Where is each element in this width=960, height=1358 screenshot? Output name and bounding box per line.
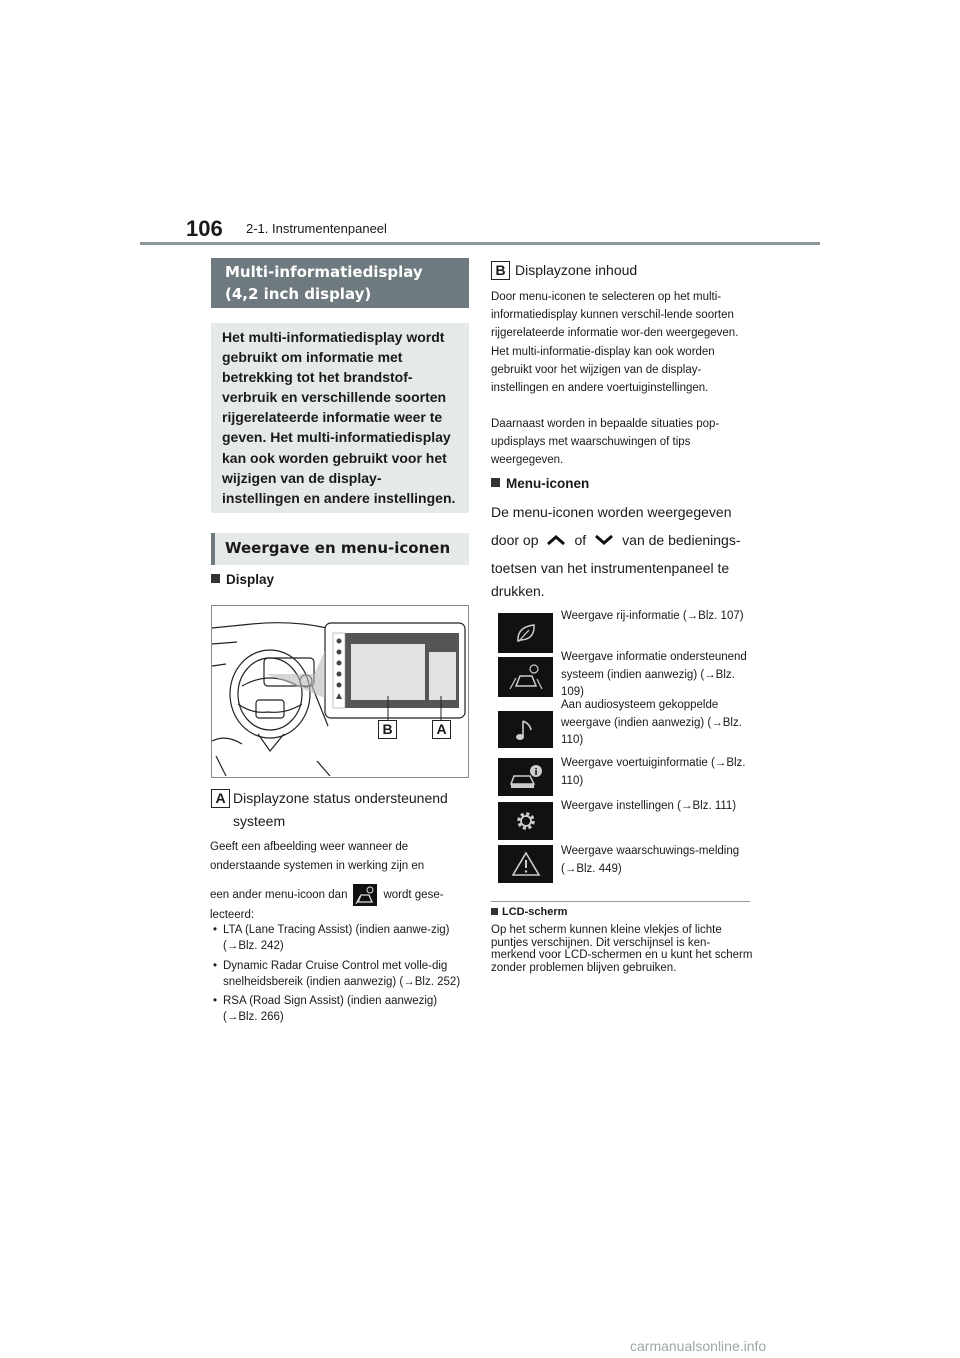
icon-row-settings xyxy=(498,802,754,842)
chevron-down-icon xyxy=(594,534,614,546)
zone-b-badge: B xyxy=(491,261,510,280)
square-bullet-icon xyxy=(491,908,498,915)
icon-label: Weergave informatie ondersteunend systeem (indien aanwezig) (→Blz. 109) xyxy=(561,651,747,698)
menu-text-2a: door op xyxy=(491,532,539,548)
dashboard-figure xyxy=(211,605,469,778)
header-rule xyxy=(140,242,820,245)
square-bullet-icon xyxy=(491,478,500,487)
zone-a-text-2b: wordt gese- xyxy=(383,889,444,901)
menu-text-4: drukken. xyxy=(491,583,545,599)
assist-inline-icon xyxy=(353,884,377,906)
intro-box: Het multi-informatiedisplay wordt gebruikt om informatie met betrekking tot het brandstof-verbruik en verschillende soorten rijgerelateerde informatie weer te geven. Het multi-informatiedisplay kan ook worden gebruikt voor het wijzigen van de display-instellingen en andere instellingen. xyxy=(211,323,469,513)
zone-a-text-3: lecteerd: xyxy=(210,909,255,921)
icon-row-warning xyxy=(498,845,754,885)
driver-assist-icon xyxy=(498,657,553,697)
gear-icon xyxy=(498,802,553,840)
section-heading: 2-1. Instrumentenpaneel xyxy=(246,221,387,236)
icon-label: Weergave voertuiginformatie (→Blz. 110) xyxy=(561,757,746,787)
note-title xyxy=(491,906,567,918)
note-rule xyxy=(491,901,750,902)
leaf-icon xyxy=(498,613,553,653)
zone-b-text-1: Door menu-iconen te selecteren op het multi-informatiedisplay kunnen verschil-lende soorten rijgerelateerde informatie wor-den weergegeven. Het multi-informatie-display kan ook worden gebruikt voor het wijzigen van de display-instellingen en andere voertuiginstellingen. xyxy=(491,291,739,395)
zone-a-title: Displayzone status ondersteunend systeem xyxy=(233,790,448,829)
icon-row-vehicle-info xyxy=(498,758,754,798)
icon-row-audio xyxy=(498,699,754,751)
list-item: • Dynamic Radar Cruise Control met volle-dig snelheidsbereik (indien aanwezig) (→Blz. 252) xyxy=(210,958,470,991)
menu-text-1: De menu-iconen worden weergegeven xyxy=(491,504,732,520)
vehicle-info-icon xyxy=(498,758,553,796)
zone-a-text-2 xyxy=(210,884,472,906)
note-title-text: LCD-scherm xyxy=(502,906,568,918)
icon-label: Weergave instellingen (→Blz. 111) xyxy=(561,800,737,812)
chevron-up-icon xyxy=(546,534,566,546)
zone-a-text-1: Geeft een afbeelding weer wanneer de onderstaande systemen in werking zijn en xyxy=(210,841,425,872)
square-bullet-icon xyxy=(211,574,220,583)
list-item: • LTA (Lane Tracing Assist) (indien aanwe-zig) (→Blz. 242) xyxy=(210,922,470,955)
menu-text-2c: van de bedienings- xyxy=(622,532,741,548)
menu-heading xyxy=(491,476,589,491)
zone-b-title: Displayzone inhoud xyxy=(515,262,638,278)
zone-a-text-2a: een ander menu-icoon dan xyxy=(210,889,348,901)
menu-text-3: toetsen van het instrumentenpaneel te xyxy=(491,560,730,576)
watermark: carmanualsonline.info xyxy=(630,1338,767,1354)
icon-label: Weergave rij-informatie (→Blz. 107) xyxy=(561,610,744,622)
svg-text:i: i xyxy=(533,768,538,778)
icon-label: Weergave waarschuwings-melding (→Blz. 449) xyxy=(561,845,740,875)
note-body: Op het scherm kunnen kleine vlekjes of lichte puntjes verschijnen. Dit verschijnsel is ken-merkend voor LCD-schermen en u kunt het scherm zonder problemen blijven gebruiken. xyxy=(491,924,753,974)
figure-label-b: B xyxy=(378,720,397,739)
zone-a-badge: A xyxy=(211,789,230,808)
page-number: 106 xyxy=(186,216,223,241)
menu-text-2b: of xyxy=(574,532,587,548)
dashboard-illustration xyxy=(212,606,469,778)
figure-label-a: A xyxy=(432,720,451,739)
display-heading xyxy=(211,572,274,587)
warning-icon xyxy=(498,845,553,883)
zone-b-text-2: Daarnaast worden in bepaalde situaties pop-updisplays met waarschuwingen of tips weergegeven. xyxy=(491,418,720,467)
system-list xyxy=(210,922,470,1029)
icon-label: Aan audiosysteem gekoppelde weergave (indien aanwezig) (→Blz. 110) xyxy=(561,699,742,746)
display-heading-text: Display xyxy=(226,572,275,587)
topic-title: Multi-informatiedisplay (4,2 inch display) xyxy=(211,258,469,308)
music-note-icon xyxy=(498,711,553,748)
icon-row-assist-info xyxy=(498,651,754,698)
icon-row-drive-info xyxy=(498,610,754,653)
section-title: Weergave en menu-iconen xyxy=(211,533,469,565)
menu-text-2 xyxy=(491,529,740,551)
menu-heading-text: Menu-iconen xyxy=(506,476,590,491)
list-item: • RSA (Road Sign Assist) (indien aanwezig) (→Blz. 266) xyxy=(210,993,470,1026)
